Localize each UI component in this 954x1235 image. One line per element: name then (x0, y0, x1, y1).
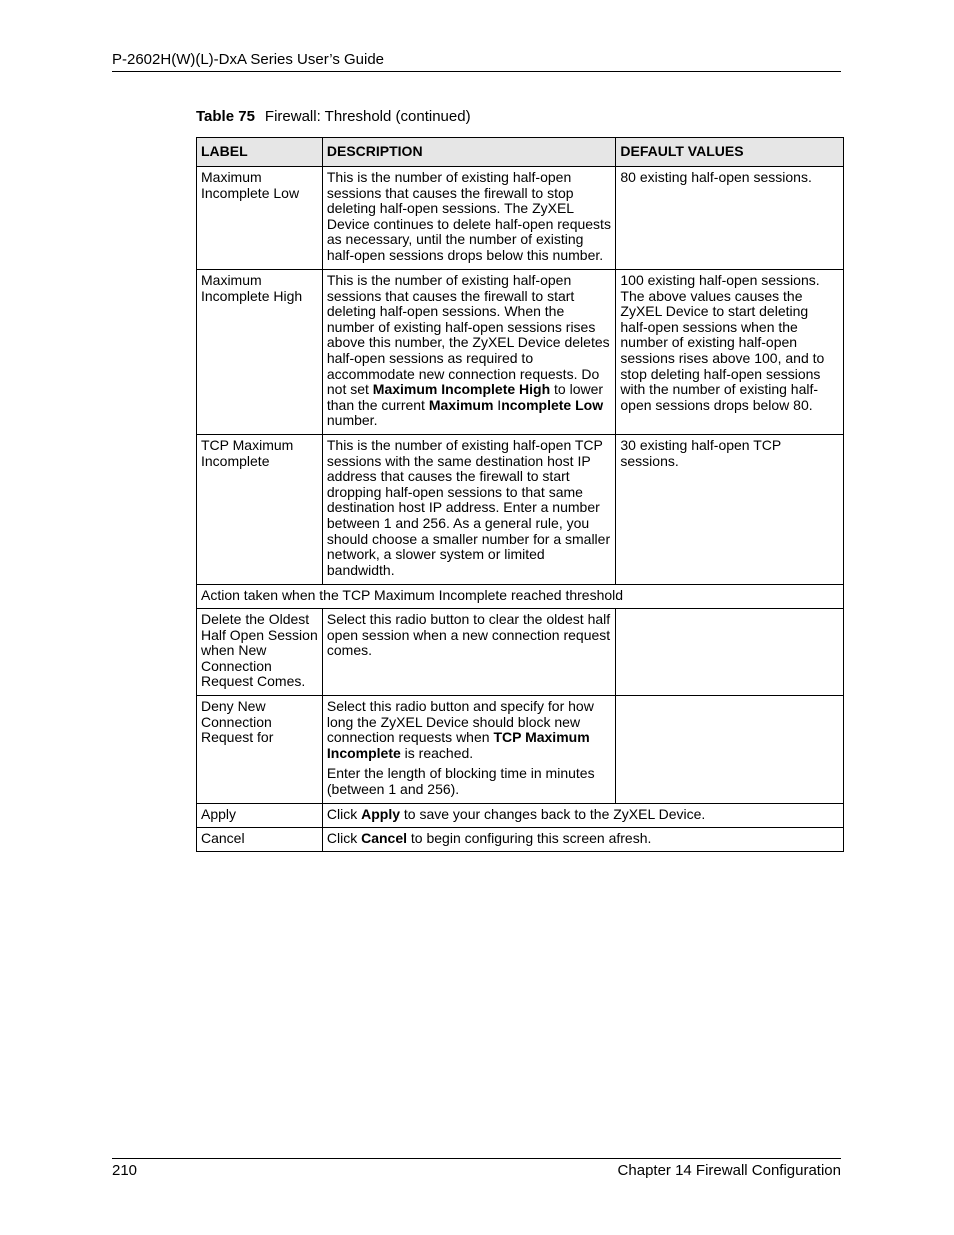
table-row (197, 828, 844, 852)
row-description: Click Apply to save your changes back to the ZyXEL Device. (322, 804, 843, 828)
row-description: This is the number of existing half-open sessions that causes the firewall to start deleting half-open sessions. When the number of existing half-open sessions rises above this number, the ZyXEL Device deletes half-open sessions as required to accommodate new connection requests. Do not set Maximum Incomplete High to lower than the current Maximum Incomplete Low number. (322, 270, 616, 435)
row-label: TCP Maximum Incomplete (197, 435, 323, 585)
row-label: Deny New Connection Request for (197, 696, 323, 804)
table-row (197, 696, 844, 804)
table-row (197, 270, 844, 435)
row-label: Maximum Incomplete Low (197, 167, 323, 270)
term-max-incomplete-high: Maximum Incomplete High (372, 381, 551, 398)
table-number: Table 75 (196, 108, 255, 125)
row-default: 30 existing half-open TCP sessions. (616, 435, 844, 585)
row-description: This is the number of existing half-open TCP sessions with the same destination host IP address that causes the firewall to start dropping half-open sessions to that same destination host IP address. Enter a number between 1 and 256. As a general rule, you should choose a smaller number for a smaller network, a slower system or limited bandwidth. (322, 435, 616, 585)
running-header (112, 51, 841, 72)
table-header-row (197, 138, 844, 167)
term-cancel: Cancel (361, 830, 408, 846)
row-description: Select this radio button to clear the oldest half open session when a new connection request comes. (322, 609, 616, 696)
table-row (197, 804, 844, 828)
page-number: 210 (112, 1162, 138, 1179)
section-text: Action taken when the TCP Maximum Incomplete reached threshold (197, 585, 844, 609)
col-header-description: DESCRIPTION (322, 138, 616, 167)
row-description: Select this radio button and specify for how long the ZyXEL Device should block new connection requests when TCP Maximum Incomplete is reached. Enter the length of blocking time in minutes (between 1 and 256). (322, 696, 616, 804)
row-description: This is the number of existing half-open sessions that causes the firewall to stop deleting half-open sessions. The ZyXEL Device continues to delete half-open requests as necessary, until the number of existing half-open sessions drops below this number. (322, 167, 616, 270)
term-incomplete-low: ncomplete Low (501, 396, 604, 413)
table-row (197, 435, 844, 585)
table-row-section (197, 585, 844, 609)
row-label: Maximum Incomplete High (197, 270, 323, 435)
row-label: Apply (197, 804, 323, 828)
chapter-title: Chapter 14 Firewall Configuration (617, 1162, 841, 1179)
row-default (616, 609, 844, 696)
row-label: Delete the Oldest Half Open Session when New Connection Request Comes. (197, 609, 323, 696)
header-title: P-2602H(W)(L)-DxA Series User’s Guide (112, 51, 385, 68)
row-default (616, 696, 844, 804)
running-footer (112, 1158, 841, 1179)
threshold-table (196, 137, 844, 852)
term-maximum: Maximum (428, 396, 494, 413)
row-default: 100 existing half-open sessions. The above values causes the ZyXEL Device to start deleting half-open sessions when the number of existing half-open sessions rises above 100, and to stop deleting half-open sessions with the number of existing half-open sessions drops below 80. (616, 270, 844, 435)
row-default: 80 existing half-open sessions. (616, 167, 844, 270)
col-header-default: DEFAULT VALUES (616, 138, 844, 167)
table-caption (196, 108, 471, 126)
table-row (197, 167, 844, 270)
col-header-label: LABEL (197, 138, 323, 167)
term-tcp-max-incomplete: TCP Maximum Incomplete (326, 729, 590, 761)
table-title: Firewall: Threshold (continued) (264, 108, 471, 125)
row-label: Cancel (197, 828, 323, 852)
row-description: Click Cancel to begin configuring this screen afresh. (322, 828, 843, 852)
table-row (197, 609, 844, 696)
term-apply: Apply (361, 806, 400, 822)
